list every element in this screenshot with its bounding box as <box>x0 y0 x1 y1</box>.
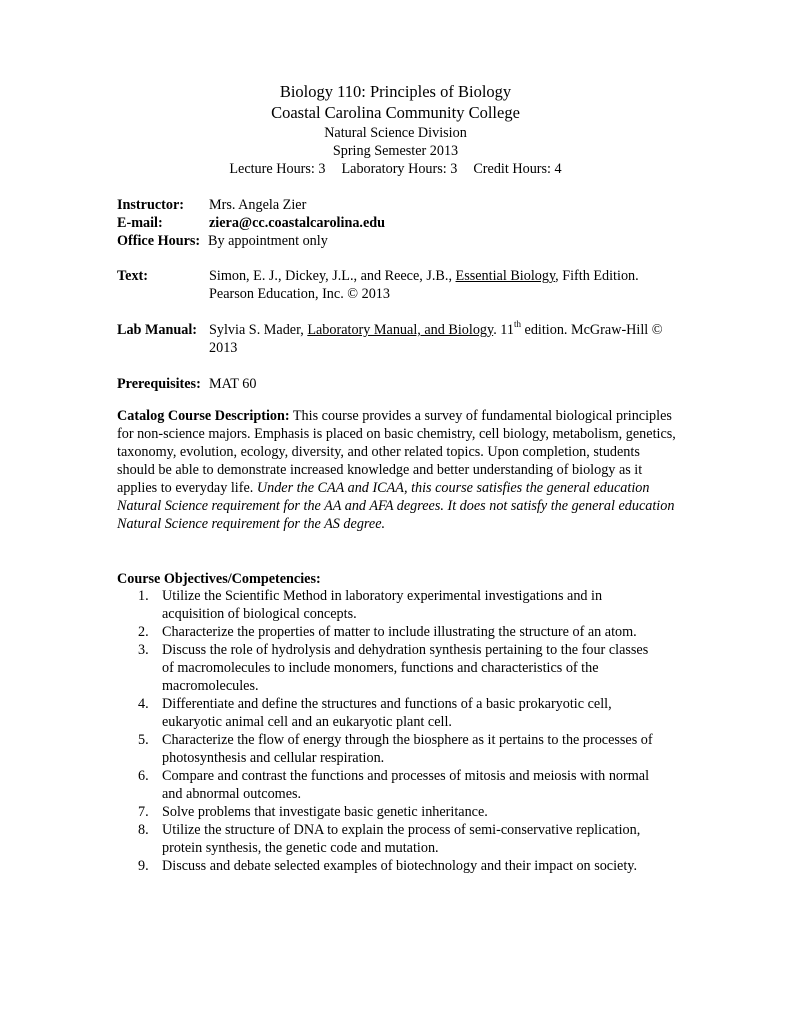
hours-line <box>0 160 791 178</box>
objective-number: 1. <box>138 588 149 604</box>
lecture-hours: Lecture Hours: 3 <box>229 161 326 177</box>
lab-manual-edition-suffix: th <box>513 319 521 330</box>
objective-text: Discuss the role of hydrolysis and dehydration synthesis pertaining to the four classes of macromolecules to include monomers, functions and characteristics of the macromolecules. <box>162 642 649 694</box>
office-hours-label: Office Hours: <box>117 233 201 249</box>
lab-manual-author: Sylvia S. Mader, <box>209 322 308 338</box>
credit-hours: Credit Hours: 4 <box>473 161 562 177</box>
email-link[interactable]: ziera@cc.coastalcarolina.edu <box>209 215 386 231</box>
instructor-label: Instructor: <box>117 197 184 213</box>
prerequisites-value: MAT 60 <box>209 376 257 392</box>
course-title: Biology 110: Principles of Biology <box>279 82 512 101</box>
instructor-name: Mrs. Angela Zier <box>209 197 307 213</box>
objective-text: Utilize the structure of DNA to explain the process of semi-conservative replication, protein synthesis, the genetic code and mutation. <box>162 822 641 856</box>
objective-number: 9. <box>138 858 149 874</box>
office-hours-value: By appointment only <box>208 233 328 249</box>
objective-text: Compare and contrast the functions and processes of mitosis and meiosis with normal and abnormal outcomes. <box>162 768 650 802</box>
objective-number: 5. <box>138 732 149 748</box>
lab-manual-edition-rest: edition. McGraw-Hill © 2013 <box>209 322 663 356</box>
semester: Spring Semester 2013 <box>332 143 459 159</box>
objective-number: 2. <box>138 624 149 640</box>
objective-item <box>117 803 657 821</box>
objective-text: Characterize the properties of matter to include illustrating the structure of an atom. <box>162 624 637 640</box>
text-value <box>209 267 679 303</box>
objective-number: 6. <box>138 768 149 784</box>
objective-text: Utilize the Scientific Method in laboratory experimental investigations and in acquisition of biological concepts. <box>162 588 603 622</box>
catalog-label: Catalog Course Description: <box>117 408 290 424</box>
objective-text: Characterize the flow of energy through the biosphere as it pertains to the processes of photosynthesis and cellular respiration. <box>162 732 653 766</box>
text-edition: , Fifth Edition. Pearson Education, Inc. © 2013 <box>209 268 639 302</box>
college-name: Coastal Carolina Community College <box>271 103 520 122</box>
objective-item <box>117 731 657 767</box>
objective-item <box>117 821 657 857</box>
objective-item <box>117 587 657 623</box>
lab-hours: Laboratory Hours: 3 <box>341 161 458 177</box>
lab-manual-value <box>209 321 679 357</box>
catalog-gened-note: Under the CAA and ICAA, this course satisfies the general education Natural Science requirement for the AA and AFA degrees. It does not satisfy the general education Natural Science requirement for the AS degree. <box>117 480 675 532</box>
catalog-text: This course provides a survey of fundamental biological principles for non-science majors. Emphasis is placed on basic chemistry, cell biology, metabolism, genetics, taxonomy, evolution, ecology, diversity, and other related topics. Upon completion, students should be able to demonstrate increased knowledge and better understanding of biology as it applies to everyday life. <box>117 408 676 496</box>
text-book-title: Essential Biology <box>455 268 556 284</box>
prerequisites-label: Prerequisites: <box>117 376 201 392</box>
text-authors: Simon, E. J., Dickey, J.L., and Reece, J.B., <box>209 268 456 284</box>
objective-item <box>117 623 657 641</box>
lab-manual-label: Lab Manual: <box>117 322 198 338</box>
objective-text: Solve problems that investigate basic genetic inheritance. <box>162 804 488 820</box>
objective-number: 8. <box>138 822 149 838</box>
objective-number: 3. <box>138 642 149 658</box>
objective-text: Discuss and debate selected examples of biotechnology and their impact on society. <box>162 858 638 874</box>
objective-item <box>117 695 657 731</box>
objective-number: 4. <box>138 696 149 712</box>
objective-item <box>117 857 657 875</box>
objective-number: 7. <box>138 804 149 820</box>
email-label: E-mail: <box>117 215 163 231</box>
catalog-description <box>117 407 677 533</box>
objectives-list <box>117 587 657 875</box>
lab-manual-edition-number: . 11 <box>493 322 514 338</box>
text-label: Text: <box>117 268 148 284</box>
objectives-title: Course Objectives/Competencies: <box>117 571 321 587</box>
objective-item <box>117 641 657 695</box>
lab-manual-title: Laboratory Manual, and Biology <box>307 322 494 338</box>
objective-text: Differentiate and define the structures and functions of a basic prokaryotic cell, eukaryotic animal cell and an eukaryotic plant cell. <box>162 696 612 730</box>
objective-item <box>117 767 657 803</box>
division-name: Natural Science Division <box>324 125 467 141</box>
